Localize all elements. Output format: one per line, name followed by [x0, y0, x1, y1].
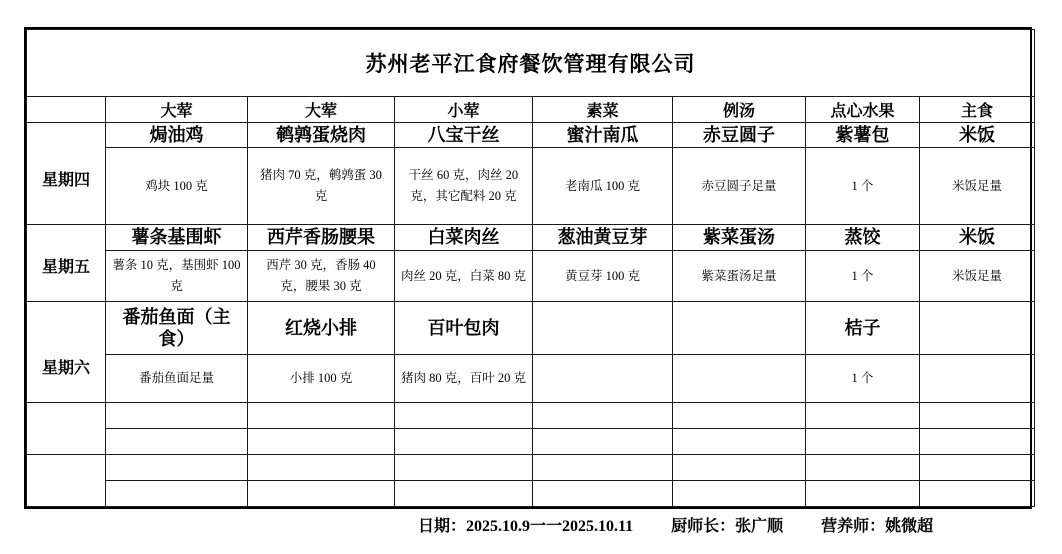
detail-cell: 鸡块 100 克 [106, 148, 248, 225]
column-header-sucai: 素菜 [533, 97, 673, 123]
dish-cell: 番茄鱼面（主食） [106, 302, 248, 355]
footer-chef: 厨师长：张广顺 [671, 518, 784, 535]
dish-cell [533, 455, 673, 481]
dish-cell: 葱油黄豆芽 [533, 225, 673, 251]
detail-cell [920, 355, 1035, 403]
day-label-empty-2 [27, 455, 106, 507]
dish-cell: 焗油鸡 [106, 123, 248, 148]
day-label-friday: 星期五 [27, 225, 106, 302]
footer-date: 日期：2025.10.9一一2025.10.11 [418, 518, 634, 535]
detail-cell: 黄豆芽 100 克 [533, 251, 673, 302]
dish-cell: 红烧小排 [248, 302, 395, 355]
friday-detail-row [27, 251, 1035, 302]
dish-cell: 米饭 [920, 123, 1035, 148]
column-header-dahun-2: 大荤 [248, 97, 395, 123]
detail-cell [395, 481, 533, 507]
day-label-empty-1 [27, 403, 106, 455]
detail-cell [920, 429, 1035, 455]
detail-cell [533, 481, 673, 507]
dish-cell: 桔子 [806, 302, 920, 355]
detail-cell [395, 429, 533, 455]
detail-cell: 番茄鱼面足量 [106, 355, 248, 403]
detail-cell: 老南瓜 100 克 [533, 148, 673, 225]
dish-cell [920, 455, 1035, 481]
dish-cell [806, 403, 920, 429]
empty-detail-row-1 [27, 429, 1035, 455]
thursday-dish-row [27, 123, 1035, 148]
detail-cell: 1 个 [806, 251, 920, 302]
dish-cell: 百叶包肉 [395, 302, 533, 355]
dish-cell [533, 302, 673, 355]
detail-cell [673, 481, 806, 507]
dish-cell [248, 403, 395, 429]
detail-cell [806, 429, 920, 455]
dish-cell [395, 455, 533, 481]
detail-cell [106, 429, 248, 455]
dish-cell [106, 403, 248, 429]
footer [418, 513, 933, 536]
empty-dish-row-2 [27, 455, 1035, 481]
dish-cell [248, 455, 395, 481]
column-header-litang: 例汤 [673, 97, 806, 123]
thursday-detail-row [27, 148, 1035, 225]
dish-cell [106, 455, 248, 481]
empty-detail-row-2 [27, 481, 1035, 507]
footer-nutritionist: 营养师：姚微超 [821, 518, 934, 535]
detail-cell: 米饭足量 [920, 251, 1035, 302]
dish-cell [533, 403, 673, 429]
detail-cell [920, 481, 1035, 507]
detail-cell [106, 481, 248, 507]
dish-cell: 紫菜蛋汤 [673, 225, 806, 251]
dish-cell: 赤豆圆子 [673, 123, 806, 148]
dish-cell [673, 403, 806, 429]
detail-cell: 1 个 [806, 148, 920, 225]
dish-cell [395, 403, 533, 429]
detail-cell: 猪肉 80 克，百叶 20 克 [395, 355, 533, 403]
dish-cell: 西芹香肠腰果 [248, 225, 395, 251]
saturday-detail-row [27, 355, 1035, 403]
friday-dish-row [27, 225, 1035, 251]
detail-cell: 西芹 30 克，香肠 40 克，腰果 30 克 [248, 251, 395, 302]
detail-cell [533, 429, 673, 455]
detail-cell: 小排 100 克 [248, 355, 395, 403]
header-row [27, 97, 1035, 123]
empty-dish-row-1 [27, 403, 1035, 429]
menu-table [24, 27, 1032, 509]
detail-cell [533, 355, 673, 403]
detail-cell [806, 481, 920, 507]
dish-cell [806, 455, 920, 481]
dish-cell: 白菜肉丝 [395, 225, 533, 251]
detail-cell [248, 429, 395, 455]
day-label-thursday: 星期四 [27, 123, 106, 225]
dish-cell: 蜜汁南瓜 [533, 123, 673, 148]
detail-cell: 1 个 [806, 355, 920, 403]
detail-cell: 紫菜蛋汤足量 [673, 251, 806, 302]
detail-cell: 薯条 10 克，基围虾 100 克 [106, 251, 248, 302]
detail-cell: 肉丝 20 克，白菜 80 克 [395, 251, 533, 302]
company-title: 苏州老平江食府餐饮管理有限公司 [27, 30, 1035, 97]
dish-cell: 蒸饺 [806, 225, 920, 251]
column-header-xiaohun: 小荤 [395, 97, 533, 123]
column-header-day [27, 97, 106, 123]
column-header-dahun-1: 大荤 [106, 97, 248, 123]
dish-cell [920, 302, 1035, 355]
dish-cell: 紫薯包 [806, 123, 920, 148]
day-label-saturday: 星期六 [27, 302, 106, 403]
dish-cell [920, 403, 1035, 429]
detail-cell: 猪肉 70 克，鹌鹑蛋 30 克 [248, 148, 395, 225]
dish-cell: 八宝干丝 [395, 123, 533, 148]
dish-cell [673, 455, 806, 481]
detail-cell [248, 481, 395, 507]
detail-cell: 干丝 60 克，肉丝 20 克，其它配料 20 克 [395, 148, 533, 225]
dish-cell [673, 302, 806, 355]
detail-cell: 赤豆圆子足量 [673, 148, 806, 225]
detail-cell: 米饭足量 [920, 148, 1035, 225]
title-row [27, 30, 1035, 97]
saturday-dish-row [27, 302, 1035, 355]
dish-cell: 薯条基围虾 [106, 225, 248, 251]
dish-cell: 米饭 [920, 225, 1035, 251]
dish-cell: 鹌鹑蛋烧肉 [248, 123, 395, 148]
column-header-dianxin: 点心水果 [806, 97, 920, 123]
column-header-zhushi: 主食 [920, 97, 1035, 123]
detail-cell [673, 355, 806, 403]
detail-cell [673, 429, 806, 455]
